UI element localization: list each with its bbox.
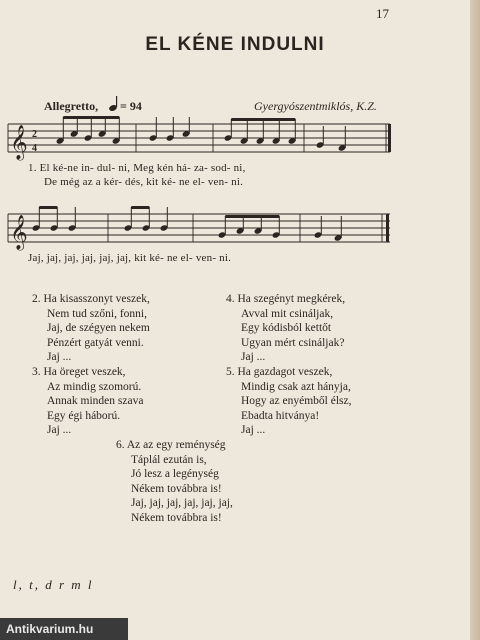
- stanza-line: Jaj ...: [241, 351, 266, 363]
- stanza-5: [226, 365, 352, 438]
- lyrics-refrain: Jaj, jaj, jaj, jaj, jaj, jaj, kit ké- ne el- ven- ni.: [28, 252, 232, 264]
- stanza-line: Jó lesz a legénység: [131, 468, 219, 480]
- stanza-line: Jaj ...: [47, 351, 72, 363]
- note-beam: [63, 116, 119, 119]
- stanza-line: Jaj ...: [47, 424, 72, 436]
- stanza-line: 6. Az az egy reménység: [116, 439, 226, 451]
- tempo-marking: Allegretto,: [44, 99, 99, 113]
- stanza-line: Hogy az enyémből élsz,: [241, 395, 352, 407]
- stanza-line: 3. Ha öreget veszek,: [32, 366, 126, 378]
- watermark: Antikvarium.hu: [0, 618, 128, 640]
- stanza-line: Mindig csak azt hányja,: [241, 380, 351, 393]
- music-staff-2: [8, 204, 392, 256]
- stanza-line: Egy kódisból kettőt: [241, 322, 332, 334]
- stanza-line: Ugyan mért csináljak?: [241, 336, 345, 349]
- note-beam: [231, 118, 295, 121]
- stanza-line: Ebadta hitványa!: [241, 409, 320, 422]
- stanza-line: 5. Ha gazdagot veszek,: [226, 366, 333, 378]
- stanza-line: Nem tud szőni, fonni,: [47, 307, 147, 320]
- song-title: EL KÉNE INDULNI: [145, 34, 325, 55]
- page-edge: [470, 0, 480, 640]
- stanza-line: Pénzért gatyát venni.: [47, 336, 144, 349]
- stanza-6: [116, 438, 233, 525]
- stanza-line: Jaj, jaj, jaj, jaj, jaj, jaj,: [131, 497, 233, 509]
- stanza-line: 2. Ha kisasszonyt veszek,: [32, 293, 150, 305]
- stanza-line: Nékem továbbra is!: [131, 482, 222, 495]
- stanza-2: [32, 292, 150, 365]
- note-beam: [225, 215, 279, 218]
- stanza-line: Annak minden szava: [47, 395, 144, 407]
- attribution: Gyergyószentmiklós, K.Z.: [254, 99, 377, 113]
- svg-text:4: 4: [32, 143, 37, 154]
- lyrics-verse-1-line-2: De még az a kér- dés, kit ké- ne el- ven- ni.: [44, 176, 244, 188]
- page-number: 17: [376, 6, 389, 21]
- stanza-line: Egy égi háború.: [47, 409, 121, 422]
- stanza-line: Táplál ezután is,: [131, 453, 207, 466]
- time-signature: 2: [32, 129, 37, 140]
- stanza-4: [226, 292, 345, 365]
- solfa-scale: l, t, d r m l: [13, 577, 94, 592]
- stanza-line: Az mindig szomorú.: [47, 380, 142, 393]
- svg-text:𝄞: 𝄞: [10, 215, 28, 250]
- note-beam: [131, 206, 149, 209]
- stanza-line: 4. Ha szegényt megkérek,: [226, 293, 346, 305]
- stanza-line: Jaj ...: [241, 424, 266, 436]
- stanza-line: Avval mit csináljak,: [241, 307, 334, 320]
- svg-text:𝄞: 𝄞: [10, 125, 28, 160]
- metronome-note-icon: [108, 96, 120, 112]
- music-staff-1: [8, 114, 392, 166]
- lyrics-verse-1: 1. El ké-ne in- dul- ni, Meg kén há- za- sod- ni,: [28, 162, 246, 174]
- stanza-line: Nékem továbbra is!: [131, 511, 222, 524]
- stanza-3: [32, 365, 143, 438]
- metronome-value: = 94: [120, 99, 142, 113]
- note-beam: [39, 206, 57, 209]
- stanza-line: Jaj, de szégyen nekem: [47, 322, 150, 334]
